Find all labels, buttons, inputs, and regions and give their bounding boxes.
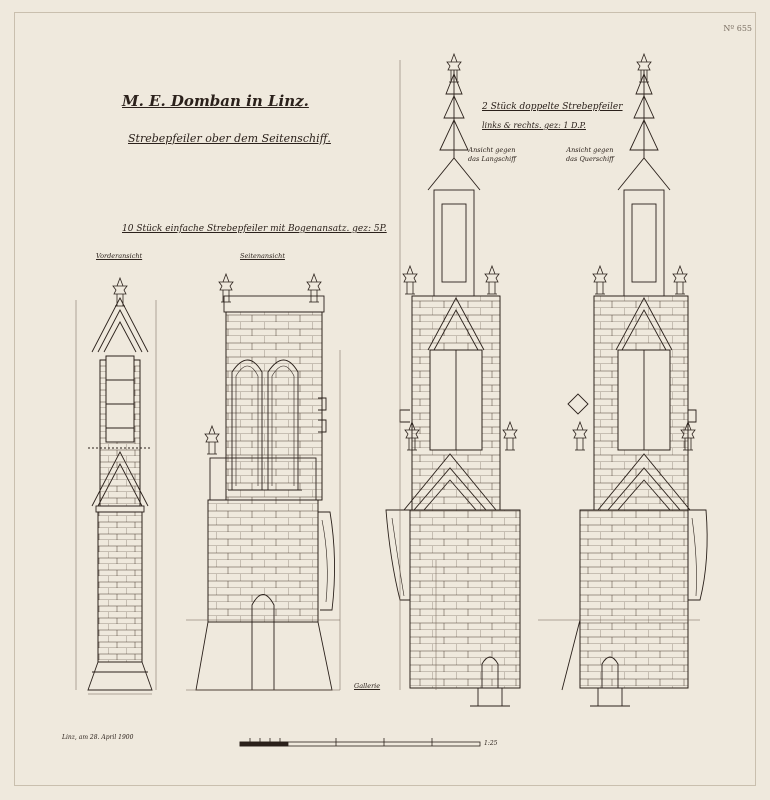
cross-view-label-line2: das Querschiff — [566, 155, 614, 163]
right-group-caption: 2 Stück doppelte Strebepfeiler — [482, 102, 623, 112]
sheet-title: M. E. Domban in Linz. — [122, 92, 309, 110]
right-group-subcaption: links & rechts. gez: 1 D.P. — [482, 121, 586, 130]
scale-label: 1:25 — [484, 740, 498, 747]
cross-view — [538, 54, 707, 706]
front-view-label: Vorderansicht — [96, 252, 143, 260]
sheet-subtitle: Strebepfeiler ober dem Seitenschiff. — [128, 132, 331, 145]
side-view — [186, 274, 340, 690]
left-group-caption: 10 Stück einfache Strebepfeiler mit Bogenansatz. gez: 5P. — [122, 224, 387, 234]
cross-view-label-line1: Ansicht gegen — [566, 146, 614, 154]
cross-view-label — [566, 146, 614, 164]
front-view — [76, 278, 156, 694]
long-view-label-line2: das Langschiff — [468, 155, 516, 163]
date-note: Linz, am 28. April 1900 — [62, 734, 134, 741]
long-view-label — [468, 146, 516, 164]
scale-bar — [240, 738, 480, 746]
sheet-number: Nº 655 — [723, 24, 752, 33]
side-view-label: Seitenansicht — [240, 252, 285, 260]
gallery-label: Gallerie — [354, 682, 381, 690]
long-view-label-line1: Ansicht gegen — [468, 146, 516, 154]
